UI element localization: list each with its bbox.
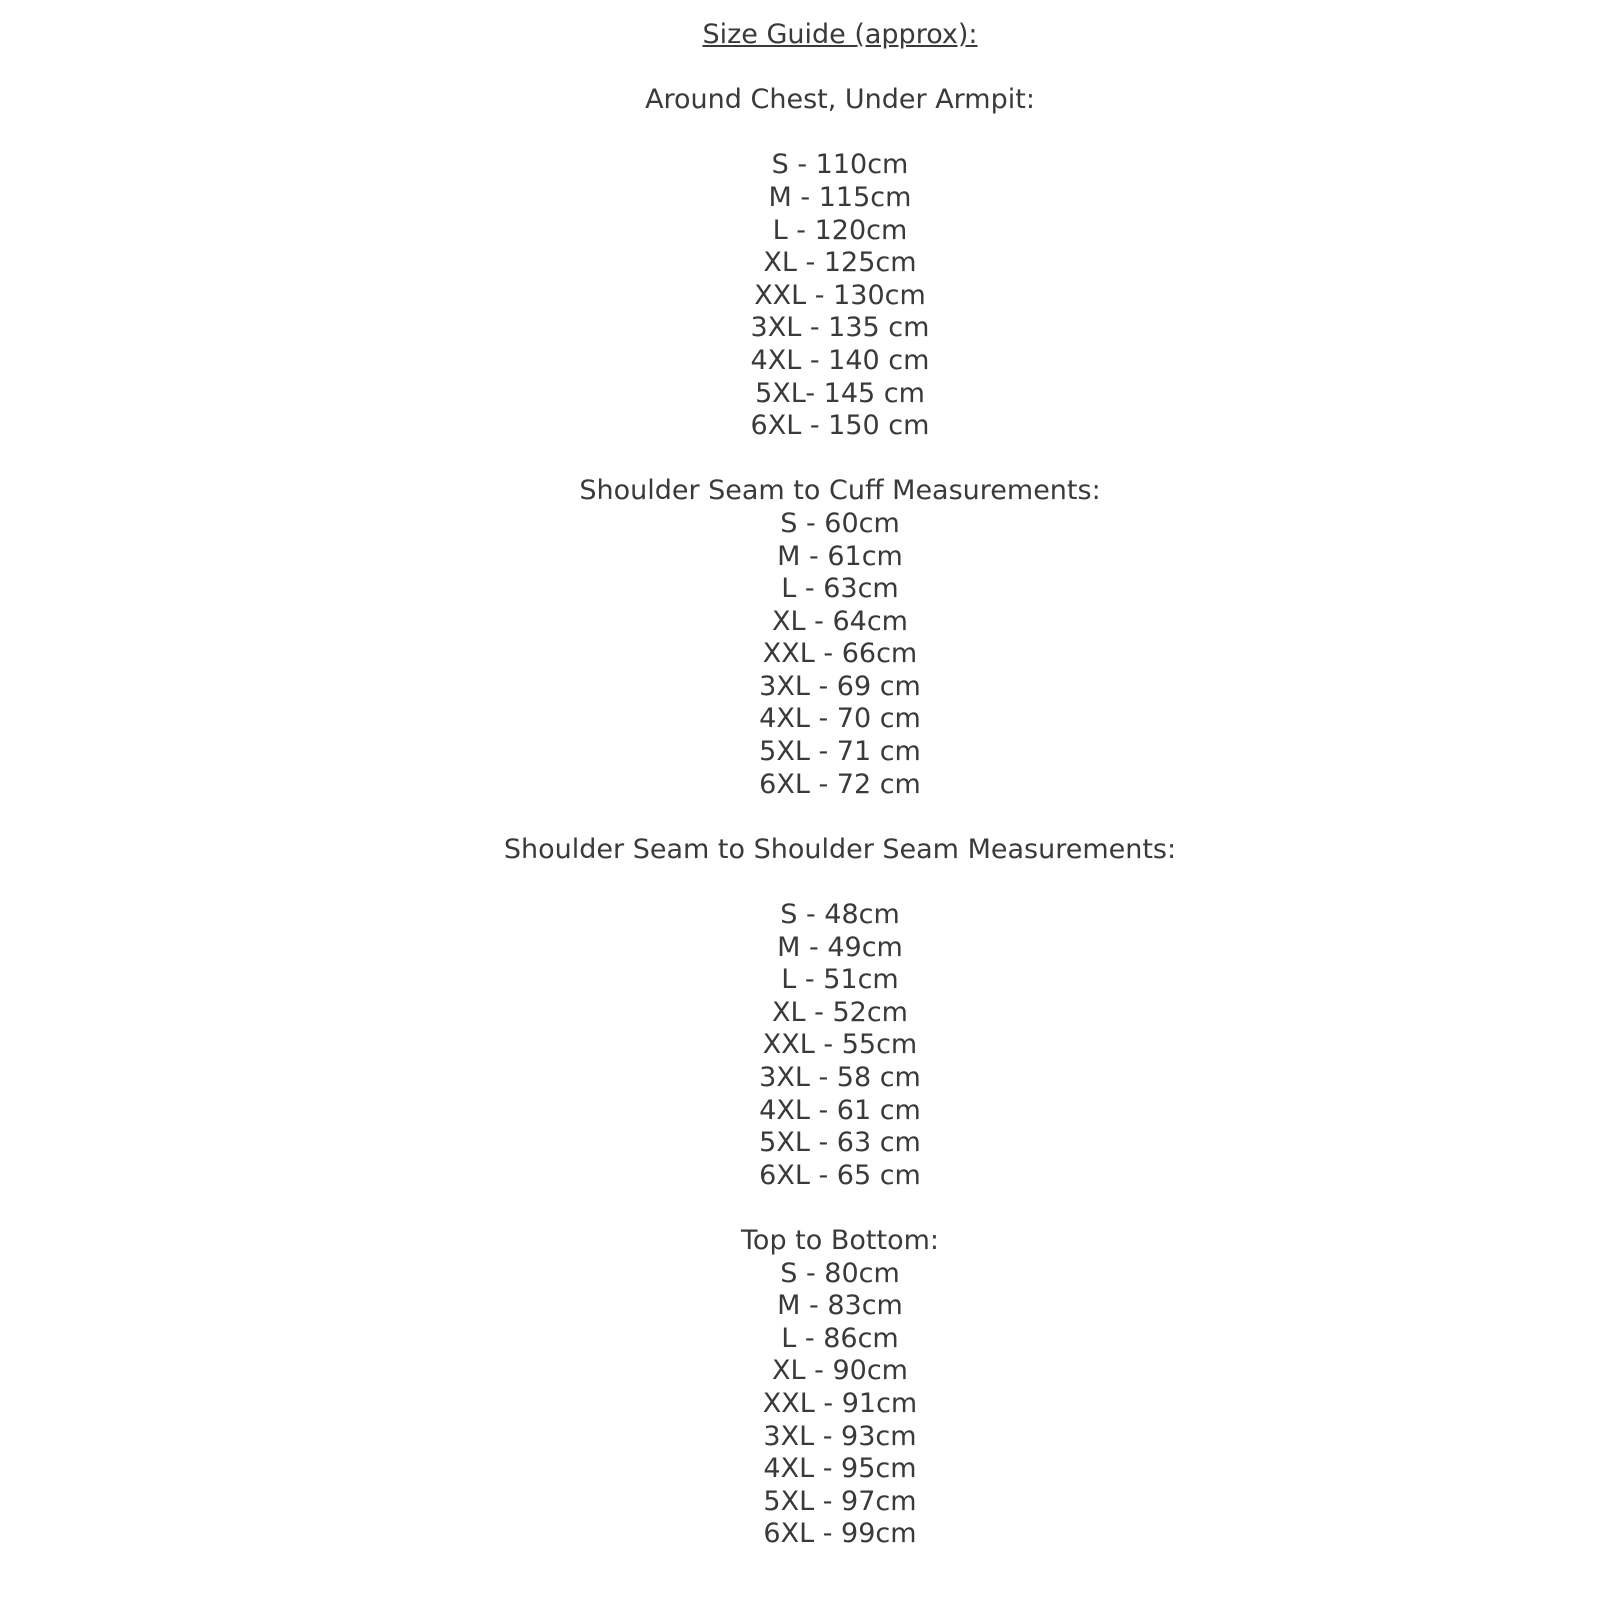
size-item: S - 48cm <box>780 899 900 931</box>
size-item: 5XL - 97cm <box>763 1485 917 1517</box>
size-item: XXL - 130cm <box>754 279 926 311</box>
size-guide <box>80 84 1600 1551</box>
size-item: M - 61cm <box>777 540 903 572</box>
size-item: 6XL - 72 cm <box>759 768 921 800</box>
size-item: 3XL - 69 cm <box>759 670 921 702</box>
size-item: L - 86cm <box>781 1322 899 1354</box>
size-item: M - 49cm <box>777 931 903 963</box>
section-heading: Shoulder Seam to Cuff Measurements: <box>579 475 1101 507</box>
size-item: 4XL - 61 cm <box>759 1094 921 1126</box>
size-item: 4XL - 95cm <box>763 1453 917 1485</box>
size-item: XL - 125cm <box>763 247 917 279</box>
size-item: 6XL - 99cm <box>763 1518 917 1550</box>
size-item: L - 63cm <box>781 573 899 605</box>
size-section <box>80 1225 1600 1551</box>
size-item: 3XL - 93cm <box>763 1420 917 1452</box>
size-item: S - 110cm <box>771 149 909 181</box>
size-list <box>80 1258 1600 1551</box>
size-item: 5XL - 71 cm <box>759 736 921 768</box>
size-item: 4XL - 140 cm <box>750 344 930 376</box>
size-list <box>80 508 1600 801</box>
size-item: XXL - 66cm <box>762 638 918 670</box>
size-item: XXL - 91cm <box>762 1387 918 1419</box>
size-item: 6XL - 150 cm <box>750 410 930 442</box>
size-section <box>80 834 1600 1193</box>
size-item: S - 80cm <box>780 1257 900 1289</box>
size-section <box>80 475 1600 801</box>
page-title: Size Guide (approx): <box>702 19 978 50</box>
size-item: S - 60cm <box>780 507 900 539</box>
size-item: L - 120cm <box>772 214 908 246</box>
size-item: XL - 64cm <box>772 605 908 637</box>
section-heading: Shoulder Seam to Shoulder Seam Measurements: <box>503 833 1177 865</box>
size-item: 4XL - 70 cm <box>759 703 921 735</box>
size-item: M - 83cm <box>777 1290 903 1322</box>
size-section <box>80 84 1600 443</box>
size-item: M - 115cm <box>768 181 912 213</box>
size-item: XL - 90cm <box>772 1355 908 1387</box>
size-item: XL - 52cm <box>772 996 908 1028</box>
size-item: 5XL- 145 cm <box>755 377 925 409</box>
section-heading: Top to Bottom: <box>741 1224 939 1256</box>
size-item: 3XL - 58 cm <box>759 1062 921 1093</box>
size-item: XXL - 55cm <box>762 1029 918 1061</box>
size-item: L - 51cm <box>781 964 899 996</box>
section-heading: Around Chest, Under Armpit: <box>645 84 1035 116</box>
size-item: 6XL - 65 cm <box>759 1159 921 1191</box>
size-list <box>80 149 1600 442</box>
size-list <box>80 899 1600 1192</box>
size-item: 5XL - 63 cm <box>759 1127 921 1159</box>
size-item: 3XL - 135 cm <box>750 312 930 344</box>
